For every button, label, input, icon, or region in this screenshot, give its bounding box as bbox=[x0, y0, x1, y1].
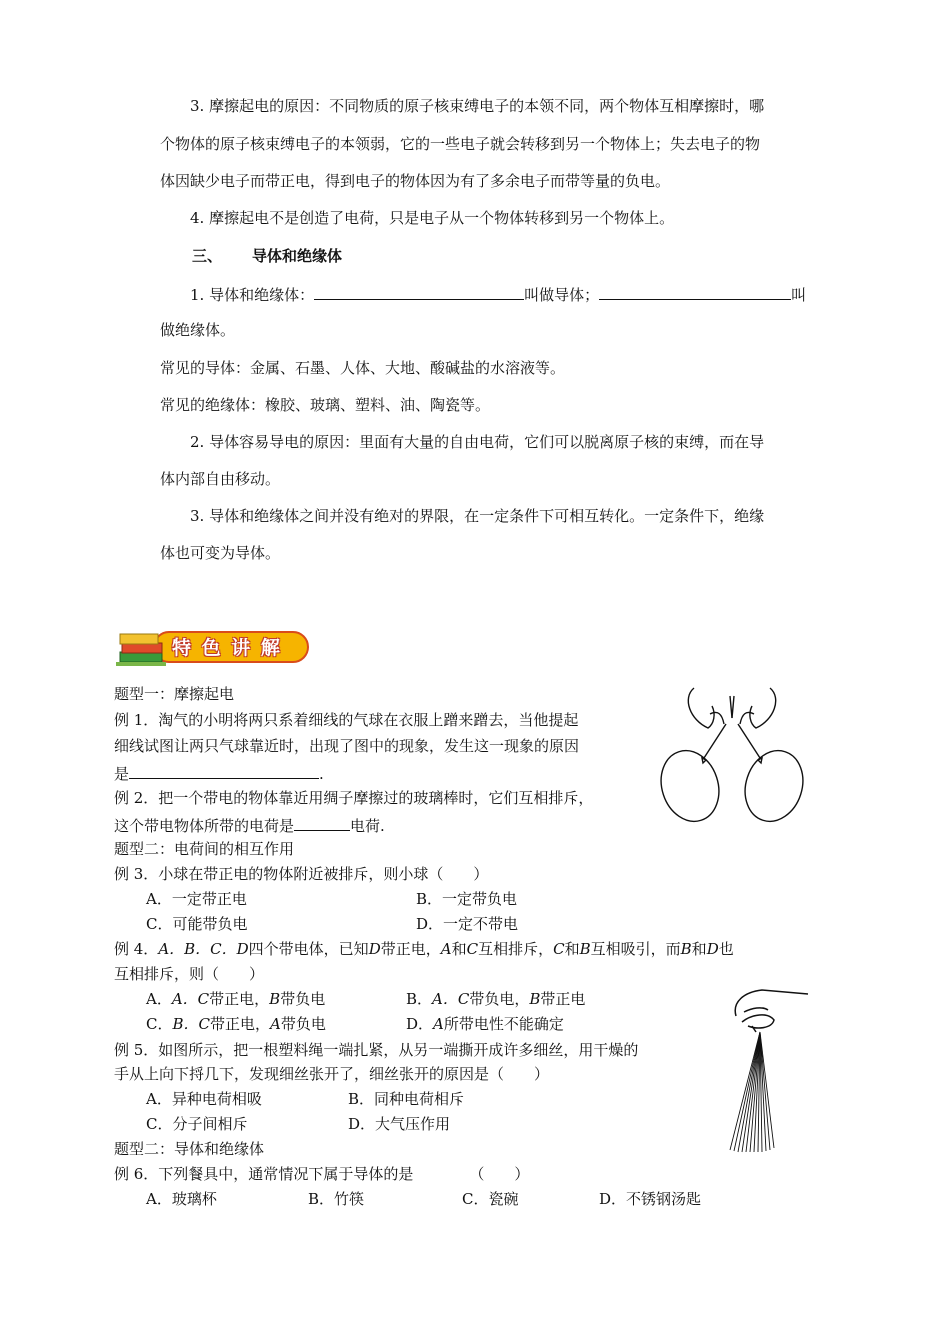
option-b[interactable]: B．同种电荷相斥 bbox=[348, 1090, 465, 1108]
example-3: 例 3．小球在带正电的物体附近被排斥，则小球（ ） bbox=[114, 865, 489, 883]
feature-banner bbox=[114, 626, 312, 670]
option-a[interactable]: A．一定带正电 bbox=[146, 890, 247, 908]
option-a[interactable]: A．异种电荷相吸 bbox=[146, 1090, 262, 1108]
s2-item3-line3: 体因缺少电子而带正电，得到电子的物体因为有了多余电子而带等量的负电。 bbox=[160, 172, 671, 190]
option-d[interactable]: D．A所带电性不能确定 bbox=[406, 1015, 564, 1033]
example-2-line2: 这个带电物体所带的电荷是 电荷. bbox=[114, 814, 385, 836]
topic-1: 题型一：摩擦起电 bbox=[114, 685, 235, 703]
balloons-figure bbox=[654, 684, 810, 824]
example-1-line3: 是 . bbox=[114, 762, 324, 784]
item-text: 摩擦起电不是创造了电荷，只是电子从一个物体转移到另一个物体上。 bbox=[209, 209, 675, 227]
common-insulators: 常见的绝缘体：橡胶、玻璃、塑料、油、陶瓷等。 bbox=[160, 396, 491, 414]
option-a[interactable]: A．玻璃杯 bbox=[146, 1190, 217, 1208]
heading-text: 导体和绝缘体 bbox=[252, 247, 343, 265]
option-a[interactable]: A．A．C带正电，B带负电 bbox=[146, 990, 326, 1008]
heading-number: 三、 bbox=[192, 247, 223, 265]
example-2-line1: 例 2．把一个带电的物体靠近用绸子摩擦过的玻璃棒时，它们互相排斥， bbox=[114, 789, 594, 807]
s2-item3-line1 bbox=[190, 96, 764, 116]
banner-title: 特 色 讲 解 bbox=[172, 637, 282, 659]
s3-item3-line1: 3. 导体和绝缘体之间并没有绝对的界限，在一定条件下可相互转化。一定条件下，绝缘 bbox=[190, 507, 765, 525]
fill-blank-insulator[interactable] bbox=[599, 283, 791, 300]
option-c[interactable]: C．B．C带正电，A带负电 bbox=[146, 1015, 326, 1033]
example-6: 例 6．下列餐具中，通常情况下属于导体的是 （ ） bbox=[114, 1165, 530, 1183]
example-4-line1: 例 4．A．B．C．D四个带电体，已知D带正电，A和C互相排斥，C和B互相吸引，而B和D也 bbox=[114, 940, 734, 958]
s3-item2-line2: 体内部自由移动。 bbox=[160, 470, 281, 488]
s3-item2-line1: 2. 导体容易导电的原因：里面有大量的自由电荷，它们可以脱离原子核的束缚，而在导 bbox=[190, 433, 765, 451]
option-d[interactable]: D．一定不带电 bbox=[416, 915, 519, 933]
option-b[interactable]: B．一定带负电 bbox=[416, 890, 518, 908]
option-b[interactable]: B．竹筷 bbox=[308, 1190, 365, 1208]
option-b[interactable]: B．A．C带负电，B带正电 bbox=[406, 990, 586, 1008]
example-1-line2: 细线试图让两只气球靠近时，出现了图中的现象，发生这一现象的原因 bbox=[114, 737, 580, 755]
answer-blank[interactable] bbox=[129, 762, 319, 779]
example-1-line1: 例 1．淘气的小明将两只系着细线的气球在衣服上蹭来蹭去，当他提起 bbox=[114, 711, 579, 729]
option-d[interactable]: D．不锈钢汤匙 bbox=[599, 1190, 702, 1208]
option-c[interactable]: C．瓷碗 bbox=[462, 1190, 519, 1208]
common-conductors: 常见的导体：金属、石墨、人体、大地、酸碱盐的水溶液等。 bbox=[160, 359, 566, 377]
answer-blank[interactable] bbox=[294, 814, 350, 831]
topic-2: 题型二：电荷间的相互作用 bbox=[114, 840, 295, 858]
item-number: 3. bbox=[190, 97, 205, 115]
example-4-line2: 互相排斥，则（ ） bbox=[114, 965, 265, 983]
section-heading bbox=[192, 246, 342, 266]
example-5-line1: 例 5．如图所示，把一根塑料绳一端扎紧，从另一端撕开成许多细丝，用干燥的 bbox=[114, 1041, 639, 1059]
s3-item1-line2: 做绝缘体。 bbox=[160, 321, 236, 339]
fill-blank-conductor[interactable] bbox=[314, 283, 524, 300]
plastic-strings-figure bbox=[722, 986, 812, 1154]
s3-item1-line1: 1. 导体和绝缘体： 叫做导体； 叫 bbox=[190, 283, 806, 305]
option-c[interactable]: C．可能带负电 bbox=[146, 915, 248, 933]
option-c[interactable]: C．分子间相斥 bbox=[146, 1115, 248, 1133]
option-d[interactable]: D．大气压作用 bbox=[348, 1115, 451, 1133]
plastic-strands bbox=[730, 1032, 774, 1152]
s2-item3-line2: 个物体的原子核束缚电子的本领弱，它的一些电子就会转移到另一个物体上；失去电子的物 bbox=[160, 135, 761, 153]
s2-item4 bbox=[190, 208, 674, 228]
item-text: 摩擦起电的原因：不同物质的原子核束缚电子的本领不同，两个物体互相摩擦时，哪 bbox=[209, 97, 765, 115]
topic-3: 题型二：导体和绝缘体 bbox=[114, 1140, 265, 1158]
item-number: 4. bbox=[190, 209, 205, 227]
example-5-line2: 手从上向下捋几下，发现细丝张开了，细丝张开的原因是（ ） bbox=[114, 1065, 550, 1083]
s3-item3-line2: 体也可变为导体。 bbox=[160, 544, 281, 562]
